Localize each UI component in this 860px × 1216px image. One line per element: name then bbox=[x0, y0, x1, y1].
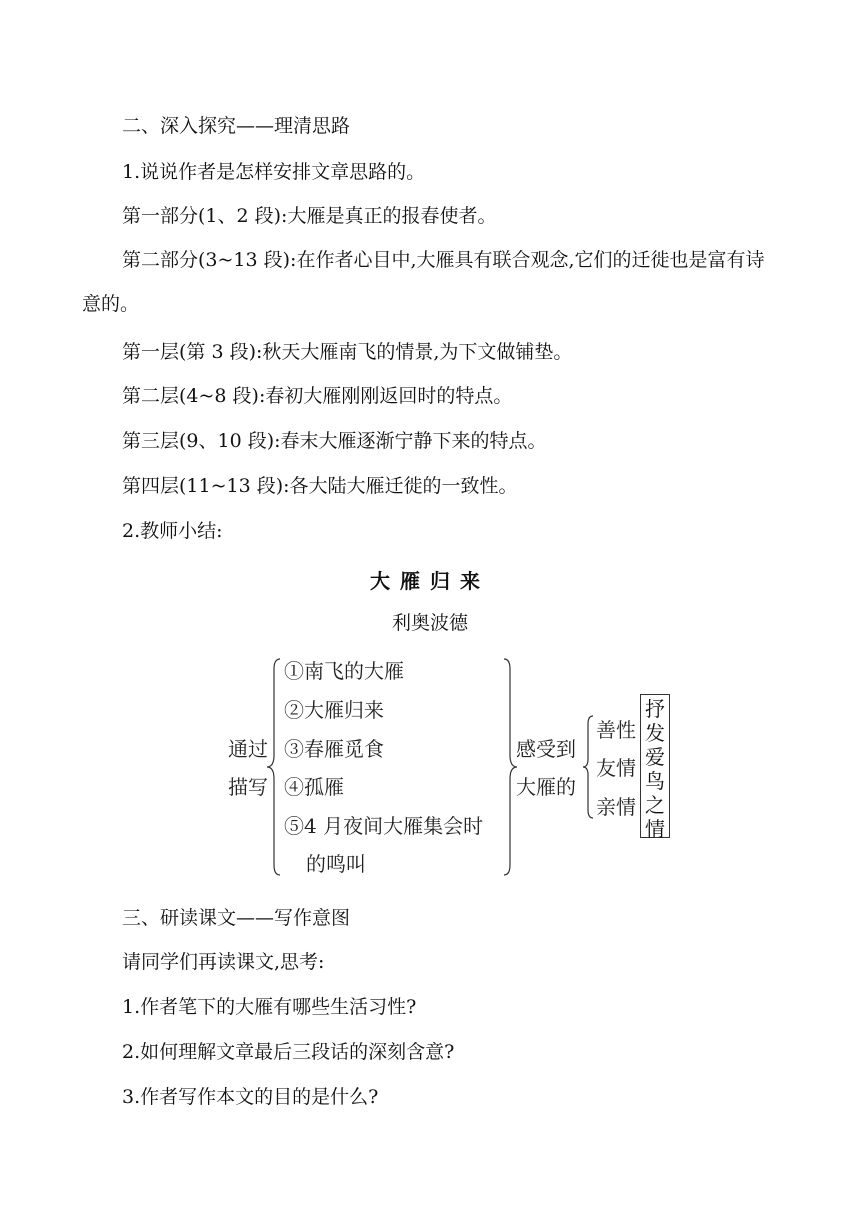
diagram-item-3: ③春雁觅食 bbox=[284, 737, 384, 761]
right-brace bbox=[502, 659, 518, 875]
conclusion-char: 爱 bbox=[645, 745, 665, 769]
conclusion-char: 发 bbox=[645, 721, 665, 745]
section3-question-1: 1.作者笔下的大雁有哪些生活习性? bbox=[122, 996, 417, 1018]
section3-question-3: 3.作者写作本文的目的是什么? bbox=[122, 1086, 379, 1108]
section2-heading: 二、深入探究——理清思路 bbox=[122, 115, 351, 137]
teacher-summary: 2.教师小结: bbox=[122, 520, 223, 542]
layer-3: 第三层(9、10 段):春末大雁逐渐宁静下来的特点。 bbox=[122, 430, 547, 452]
layer-4: 第四层(11~13 段):各大陆大雁迁徙的一致性。 bbox=[122, 475, 518, 497]
quality-brace bbox=[582, 716, 594, 818]
diagram-title: 大雁归来 bbox=[370, 569, 490, 593]
layer-2: 第二层(4~8 段):春初大雁刚刚返回时的特点。 bbox=[122, 385, 513, 407]
conclusion-box bbox=[640, 694, 670, 841]
left-brace bbox=[266, 659, 282, 875]
conclusion-char: 之 bbox=[645, 793, 665, 817]
diagram-item-4: ④孤雁 bbox=[284, 775, 344, 799]
part-2: 第二部分(3~13 段):在作者心目中,大雁具有联合观念,它们的迁徙也是富有诗意的。 bbox=[82, 249, 765, 315]
diagram-item-1: ①南飞的大雁 bbox=[284, 659, 404, 683]
diagram-item-5: ⑤4 月夜间大雁集会时 bbox=[284, 814, 484, 838]
quality-3: 亲情 bbox=[596, 795, 636, 819]
section3-question-2: 2.如何理解文章最后三段话的深刻含意? bbox=[122, 1041, 455, 1063]
section3-heading: 三、研读课文——写作意图 bbox=[122, 907, 351, 929]
part-1: 第一部分(1、2 段):大雁是真正的报春使者。 bbox=[122, 205, 497, 227]
section3-intro: 请同学们再读课文,思考: bbox=[122, 951, 325, 973]
diagram-left-label-1: 通过 bbox=[228, 737, 268, 761]
question-1: 1.说说作者是怎样安排文章思路的。 bbox=[122, 161, 426, 183]
conclusion-char: 情 bbox=[645, 817, 665, 841]
diagram-author: 利奥波德 bbox=[391, 612, 468, 634]
quality-2: 友情 bbox=[596, 756, 636, 780]
diagram-middle-label-2: 大雁的 bbox=[516, 775, 576, 799]
diagram-item-5-cont: 的鸣叫 bbox=[306, 852, 366, 876]
layer-1: 第一层(第 3 段):秋天大雁南飞的情景,为下文做铺垫。 bbox=[122, 341, 573, 363]
diagram-left-label-2: 描写 bbox=[228, 775, 268, 799]
conclusion-char: 鸟 bbox=[645, 769, 665, 793]
conclusion-char: 抒 bbox=[645, 697, 665, 721]
quality-1: 善性 bbox=[596, 718, 636, 742]
diagram-middle-label-1: 感受到 bbox=[516, 737, 576, 761]
diagram-item-2: ②大雁归来 bbox=[284, 698, 384, 722]
